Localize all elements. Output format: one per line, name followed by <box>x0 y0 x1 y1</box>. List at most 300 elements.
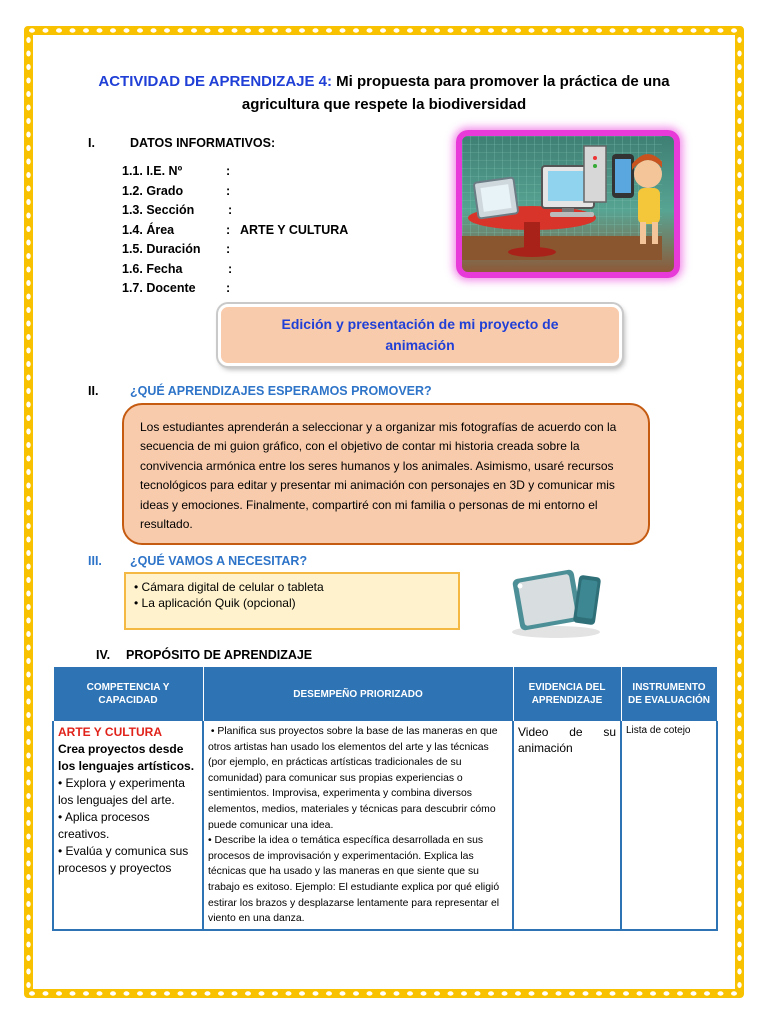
bullet-dot: • <box>134 580 142 594</box>
frame-dot <box>407 28 413 32</box>
section-4-number: IV. <box>96 648 111 662</box>
frame-dot <box>110 991 116 995</box>
frame-dot <box>737 375 741 381</box>
frame-dot <box>515 991 521 995</box>
frame-dot <box>737 91 741 97</box>
frame-dot <box>26 523 30 529</box>
frame-dot <box>737 172 741 178</box>
frame-dot <box>737 861 741 867</box>
evidencia-cell <box>513 722 621 930</box>
frame-dot <box>610 28 616 32</box>
table-header-row <box>53 667 717 722</box>
frame-dot <box>26 321 30 327</box>
frame-dot <box>737 645 741 651</box>
frame-dot <box>26 861 30 867</box>
frame-dot <box>245 991 251 995</box>
material-item: La aplicación Quik (opcional) <box>141 596 296 610</box>
frame-dot <box>245 28 251 32</box>
frame-dot <box>737 712 741 718</box>
frame-dot <box>650 28 656 32</box>
frame-dot <box>610 991 616 995</box>
frame-dot <box>26 847 30 853</box>
frame-dot <box>26 334 30 340</box>
list-item <box>134 579 450 595</box>
frame-dot <box>718 991 724 995</box>
frame-dot <box>434 28 440 32</box>
frame-dot <box>737 766 741 772</box>
frame-dot <box>26 240 30 246</box>
frame-dot <box>26 186 30 192</box>
frame-dot <box>737 132 741 138</box>
data-label: 1.6. Fecha <box>122 261 183 276</box>
frame-dot <box>737 388 741 394</box>
frame-dot <box>29 28 35 32</box>
frame-dot <box>26 685 30 691</box>
frame-dot <box>737 672 741 678</box>
frame-dot <box>737 145 741 151</box>
frame-dot <box>461 28 467 32</box>
section-1-heading <box>88 136 275 150</box>
frame-dot <box>737 159 741 165</box>
desempeno-cell <box>203 722 513 930</box>
frame-dot <box>83 991 89 995</box>
frame-dot <box>26 834 30 840</box>
frame-dot <box>515 28 521 32</box>
frame-dot <box>191 28 197 32</box>
frame-dot <box>718 28 724 32</box>
tablet-phone-icon <box>506 566 606 638</box>
frame-dot <box>691 28 697 32</box>
frame-dot <box>26 78 30 84</box>
frame-dot <box>421 28 427 32</box>
frame-dot <box>737 834 741 840</box>
purpose-table <box>52 666 718 931</box>
frame-dot <box>677 991 683 995</box>
frame-dot <box>353 28 359 32</box>
col-header-evidencia: EVIDENCIA DEL APRENDIZAJE <box>513 667 621 722</box>
data-row <box>122 221 348 241</box>
capacidad-text: Evalúa y comunica sus procesos y proyectos <box>58 844 189 875</box>
frame-dot <box>232 28 238 32</box>
frame-dot <box>737 820 741 826</box>
capacidad-item: • Aplica procesos creativos. <box>58 810 150 841</box>
frame-dot <box>737 199 741 205</box>
frame-dot <box>313 28 319 32</box>
banner-text: Edición y presentación de mi proyecto de animación <box>281 316 559 353</box>
frame-dot <box>26 105 30 111</box>
frame-dot <box>26 982 30 988</box>
frame-dot <box>218 991 224 995</box>
frame-dot <box>637 28 643 32</box>
frame-dot <box>737 415 741 421</box>
frame-dot <box>737 307 741 313</box>
frame-dot <box>542 28 548 32</box>
frame-dot <box>664 991 670 995</box>
frame-dot <box>737 537 741 543</box>
frame-dot <box>475 991 481 995</box>
frame-dot <box>232 991 238 995</box>
data-colon: : <box>226 242 231 256</box>
title-text: Mi propuesta para promover la práctica de una agricultura que respete la biodiversidad <box>241 73 670 113</box>
frame-dot <box>26 766 30 772</box>
frame-dot <box>737 564 741 570</box>
frame-dot <box>299 991 305 995</box>
frame-dot <box>259 991 265 995</box>
frame-dot <box>737 942 741 948</box>
frame-dot <box>272 991 278 995</box>
frame-dot <box>664 28 670 32</box>
frame-dot <box>26 361 30 367</box>
frame-dot <box>26 820 30 826</box>
frame-dot <box>737 658 741 664</box>
frame-dot <box>737 510 741 516</box>
frame-dot <box>26 307 30 313</box>
frame-dot <box>26 888 30 894</box>
frame-dot <box>326 991 332 995</box>
frame-dot <box>83 28 89 32</box>
col-header-desempeno: DESEMPEÑO PRIORIZADO <box>203 667 513 722</box>
data-colon: : <box>228 203 233 217</box>
frame-dot <box>326 28 332 32</box>
frame-dot <box>26 226 30 232</box>
frame-dot <box>737 469 741 475</box>
frame-dot <box>737 334 741 340</box>
frame-dot <box>737 699 741 705</box>
title-highlight: ACTIVIDAD DE APRENDIZAJE 4: <box>98 73 333 90</box>
frame-dot <box>502 991 508 995</box>
frame-dot <box>623 991 629 995</box>
frame-dot <box>737 240 741 246</box>
frame-dot <box>380 28 386 32</box>
frame-dot <box>70 28 76 32</box>
frame-dot <box>737 496 741 502</box>
frame-dot <box>26 159 30 165</box>
data-label: 1.5. Duración <box>122 242 201 256</box>
frame-dot <box>97 28 103 32</box>
frame-dot <box>286 28 292 32</box>
frame-dot <box>461 991 467 995</box>
frame-dot <box>583 991 589 995</box>
frame-dot <box>26 213 30 219</box>
frame-dot <box>43 991 49 995</box>
frame-dot <box>26 496 30 502</box>
tablet-phone-image <box>506 566 606 638</box>
frame-dot <box>737 780 741 786</box>
desempeno-text: Planifica sus proyectos sobre la base de las maneras en que otros artistas han usado los elementos del arte y las técnicas (por ejemplo, en prácticas artísticas tradicionales de su comunidad) para comunicar sus propias experiencias o sentimientos. Improvisa, experimenta y combina diversos elementos, medios, materiales y técnicas para descubrir cómo puede comunicar una idea. <box>208 726 498 831</box>
frame-dot <box>737 807 741 813</box>
activity-banner <box>218 304 622 366</box>
section-1-title: DATOS INFORMATIVOS: <box>130 136 276 150</box>
frame-dot <box>26 550 30 556</box>
frame-dot <box>137 991 143 995</box>
evidencia-text: Video de su animación <box>518 725 616 755</box>
frame-dot <box>26 429 30 435</box>
data-value: ARTE Y CULTURA <box>240 222 349 237</box>
section-3-number: III. <box>88 554 102 568</box>
frame-dot <box>26 807 30 813</box>
frame-dot <box>43 28 49 32</box>
frame-dot <box>421 991 427 995</box>
data-label: 1.2. Grado <box>122 183 184 198</box>
frame-dot <box>26 348 30 354</box>
frame-dot <box>26 469 30 475</box>
frame-dot <box>434 991 440 995</box>
data-colon: : <box>226 222 231 237</box>
frame-dot <box>97 991 103 995</box>
frame-dot <box>124 28 130 32</box>
frame-dot <box>583 28 589 32</box>
frame-dot <box>26 145 30 151</box>
frame-dot <box>737 78 741 84</box>
section-2-number: II. <box>88 384 99 398</box>
frame-dot <box>737 105 741 111</box>
classroom-illustration <box>456 130 680 278</box>
frame-dot <box>367 991 373 995</box>
frame-dot <box>650 991 656 995</box>
frame-dot <box>26 928 30 934</box>
capacidad-item: • Evalúa y comunica sus procesos y proyectos <box>58 844 189 875</box>
frame-dot <box>26 969 30 975</box>
frame-dot <box>26 280 30 286</box>
section-4-title: PROPÓSITO DE APRENDIZAJE <box>126 648 313 662</box>
frame-dot <box>26 294 30 300</box>
frame-dot <box>191 991 197 995</box>
frame-dot <box>542 991 548 995</box>
section-3-title: ¿QUÉ VAMOS A NECESITAR? <box>130 554 308 568</box>
frame-dot <box>26 375 30 381</box>
frame-dot <box>26 645 30 651</box>
section-1-number: I. <box>88 136 95 150</box>
frame-dot <box>737 523 741 529</box>
data-row <box>122 201 348 221</box>
frame-dot <box>26 415 30 421</box>
frame-dot <box>488 991 494 995</box>
frame-dot <box>26 591 30 597</box>
frame-dot <box>137 28 143 32</box>
frame-dot <box>178 991 184 995</box>
frame-dot <box>56 991 62 995</box>
col-header-instrumento: INSTRUMENTO DE EVALUACIÓN <box>621 667 717 722</box>
frame-dot <box>26 402 30 408</box>
frame-dot <box>178 28 184 32</box>
data-colon: : <box>228 261 233 276</box>
data-row <box>122 279 348 299</box>
frame-dot <box>218 28 224 32</box>
frame-dot <box>26 955 30 961</box>
frame-dot <box>205 28 211 32</box>
area-label: ARTE Y CULTURA <box>58 725 163 739</box>
data-colon: : <box>226 183 231 198</box>
frame-dot <box>556 991 562 995</box>
frame-dot <box>394 991 400 995</box>
frame-dot <box>151 28 157 32</box>
frame-dot <box>26 915 30 921</box>
desempeno-text: Describe la idea o temática específica desarrollada en sus procesos de improvisación y experimentación. Explica las técnicas que ha usado y las maneras en que siente que su trabajo es exitoso. Ejemplo: El estudiante explica por qué eligió estirar los brazos y desplazarse lentamente para representar el viento en una danza. <box>208 835 500 925</box>
frame-dot <box>737 456 741 462</box>
instrumento-text: Lista de cotejo <box>626 725 691 736</box>
frame-dot <box>737 348 741 354</box>
frame-dot <box>70 991 76 995</box>
frame-dot <box>259 28 265 32</box>
frame-dot <box>556 28 562 32</box>
data-label: 1.7. Docente <box>122 281 196 295</box>
frame-dot <box>529 991 535 995</box>
frame-dot <box>272 28 278 32</box>
frame-dot <box>26 739 30 745</box>
data-colon: : <box>226 281 231 295</box>
frame-dot <box>737 726 741 732</box>
frame-dot <box>26 267 30 273</box>
frame-dot <box>529 28 535 32</box>
frame-dot <box>26 793 30 799</box>
frame-dot <box>340 991 346 995</box>
frame-dot <box>26 874 30 880</box>
frame-dot <box>737 901 741 907</box>
data-row <box>122 260 348 280</box>
frame-dot <box>26 577 30 583</box>
table-row <box>53 722 717 930</box>
frame-dot <box>737 591 741 597</box>
frame-dot <box>737 631 741 637</box>
frame-dot <box>313 991 319 995</box>
instrumento-cell <box>621 722 717 930</box>
frame-dot <box>26 118 30 124</box>
section-4-heading <box>96 648 312 662</box>
frame-dot <box>737 321 741 327</box>
frame-dot <box>124 991 130 995</box>
frame-dot <box>299 28 305 32</box>
frame-dot <box>737 847 741 853</box>
frame-dot <box>26 618 30 624</box>
page-title <box>80 70 688 116</box>
frame-dot <box>26 901 30 907</box>
competencia-cell <box>53 722 203 930</box>
frame-dot <box>26 91 30 97</box>
frame-dot <box>737 928 741 934</box>
frame-dot <box>26 253 30 259</box>
frame-dot <box>26 132 30 138</box>
materials-box <box>124 572 460 630</box>
frame-dot <box>737 888 741 894</box>
frame-dot <box>353 991 359 995</box>
frame-dot <box>26 483 30 489</box>
frame-dot <box>448 991 454 995</box>
frame-dot <box>26 199 30 205</box>
desempeno-item: • Describe la idea o temática específica desarrollada en sus procesos de improvisación y experimentación. Explica las técnicas que ha usado y las maneras en que siente que su trabajo es exitoso. Ejemplo: El estudiante explica por qué eligió estirar los brazos y desplazarse lentamente para representar el viento en una danza. <box>208 835 500 925</box>
frame-dot <box>677 28 683 32</box>
frame-dot <box>56 28 62 32</box>
frame-dot <box>737 280 741 286</box>
frame-dot <box>737 37 741 43</box>
frame-dot <box>737 969 741 975</box>
frame-dot <box>704 28 710 32</box>
frame-dot <box>737 64 741 70</box>
capacidad-text: Aplica procesos creativos. <box>58 810 150 841</box>
frame-dot <box>737 361 741 367</box>
frame-dot <box>737 955 741 961</box>
frame-dot <box>737 213 741 219</box>
frame-dot <box>26 712 30 718</box>
frame-dot <box>475 28 481 32</box>
frame-dot <box>731 991 737 995</box>
frame-dot <box>205 991 211 995</box>
frame-dot <box>26 537 30 543</box>
frame-dot <box>569 28 575 32</box>
data-label: 1.3. Sección <box>122 203 195 217</box>
frame-dot <box>26 510 30 516</box>
frame-dot <box>737 267 741 273</box>
frame-dot <box>164 991 170 995</box>
frame-dot <box>26 64 30 70</box>
col-header-competencia: COMPETENCIA Y CAPACIDAD <box>53 667 203 722</box>
frame-dot <box>26 388 30 394</box>
frame-dot <box>737 51 741 57</box>
frame-dot <box>596 28 602 32</box>
frame-dot <box>737 550 741 556</box>
frame-dot <box>151 991 157 995</box>
frame-dot <box>737 483 741 489</box>
frame-dot <box>737 982 741 988</box>
list-item <box>134 595 450 611</box>
frame-dot <box>394 28 400 32</box>
frame-dot <box>737 874 741 880</box>
frame-dot <box>596 991 602 995</box>
frame-dot <box>407 991 413 995</box>
frame-dot <box>380 991 386 995</box>
frame-dot <box>623 28 629 32</box>
data-row <box>122 162 348 182</box>
frame-dot <box>488 28 494 32</box>
competencia-title: Crea proyectos desde los lenguajes artísticos. <box>58 742 195 773</box>
learning-goals-box <box>122 403 650 545</box>
frame-dot <box>737 442 741 448</box>
frame-dot <box>26 699 30 705</box>
frame-dot <box>26 726 30 732</box>
frame-dot <box>26 564 30 570</box>
data-row <box>122 240 348 260</box>
frame-dot <box>367 28 373 32</box>
classroom-illustration-icon <box>462 136 662 260</box>
frame-dot <box>502 28 508 32</box>
data-colon: : <box>226 164 231 178</box>
frame-dot <box>26 172 30 178</box>
frame-dot <box>26 780 30 786</box>
frame-dot <box>26 658 30 664</box>
frame-dot <box>737 186 741 192</box>
frame-dot <box>26 442 30 448</box>
frame-dot <box>340 28 346 32</box>
frame-dot <box>164 28 170 32</box>
data-list <box>122 162 348 299</box>
frame-dot <box>737 577 741 583</box>
section-2-title: ¿QUÉ APRENDIZAJES ESPERAMOS PROMOVER? <box>130 384 432 398</box>
frame-dot <box>737 915 741 921</box>
frame-dot <box>731 28 737 32</box>
frame-dot <box>737 226 741 232</box>
capacidad-item: • Explora y experimenta los lenguajes del arte. <box>58 776 185 807</box>
frame-dot <box>26 604 30 610</box>
frame-dot <box>737 604 741 610</box>
desempeno-item: • Planifica sus proyectos sobre la base de las maneras en que otros artistas han usado los elementos del arte y las técnicas (por ejemplo, en prácticas artísticas tradicionales de su comunidad) para comunicar sus propias experiencias o sentimientos. Improvisa, experimenta y combina diversos elementos, medios, materiales y técnicas para descubrir cómo puede comunicar una idea. <box>208 726 498 831</box>
frame-dot <box>29 991 35 995</box>
frame-dot <box>26 51 30 57</box>
frame-dot <box>569 991 575 995</box>
frame-dot <box>448 28 454 32</box>
frame-dot <box>737 253 741 259</box>
frame-dot <box>737 793 741 799</box>
section-3-heading <box>88 554 307 568</box>
section-2-heading <box>88 384 432 398</box>
